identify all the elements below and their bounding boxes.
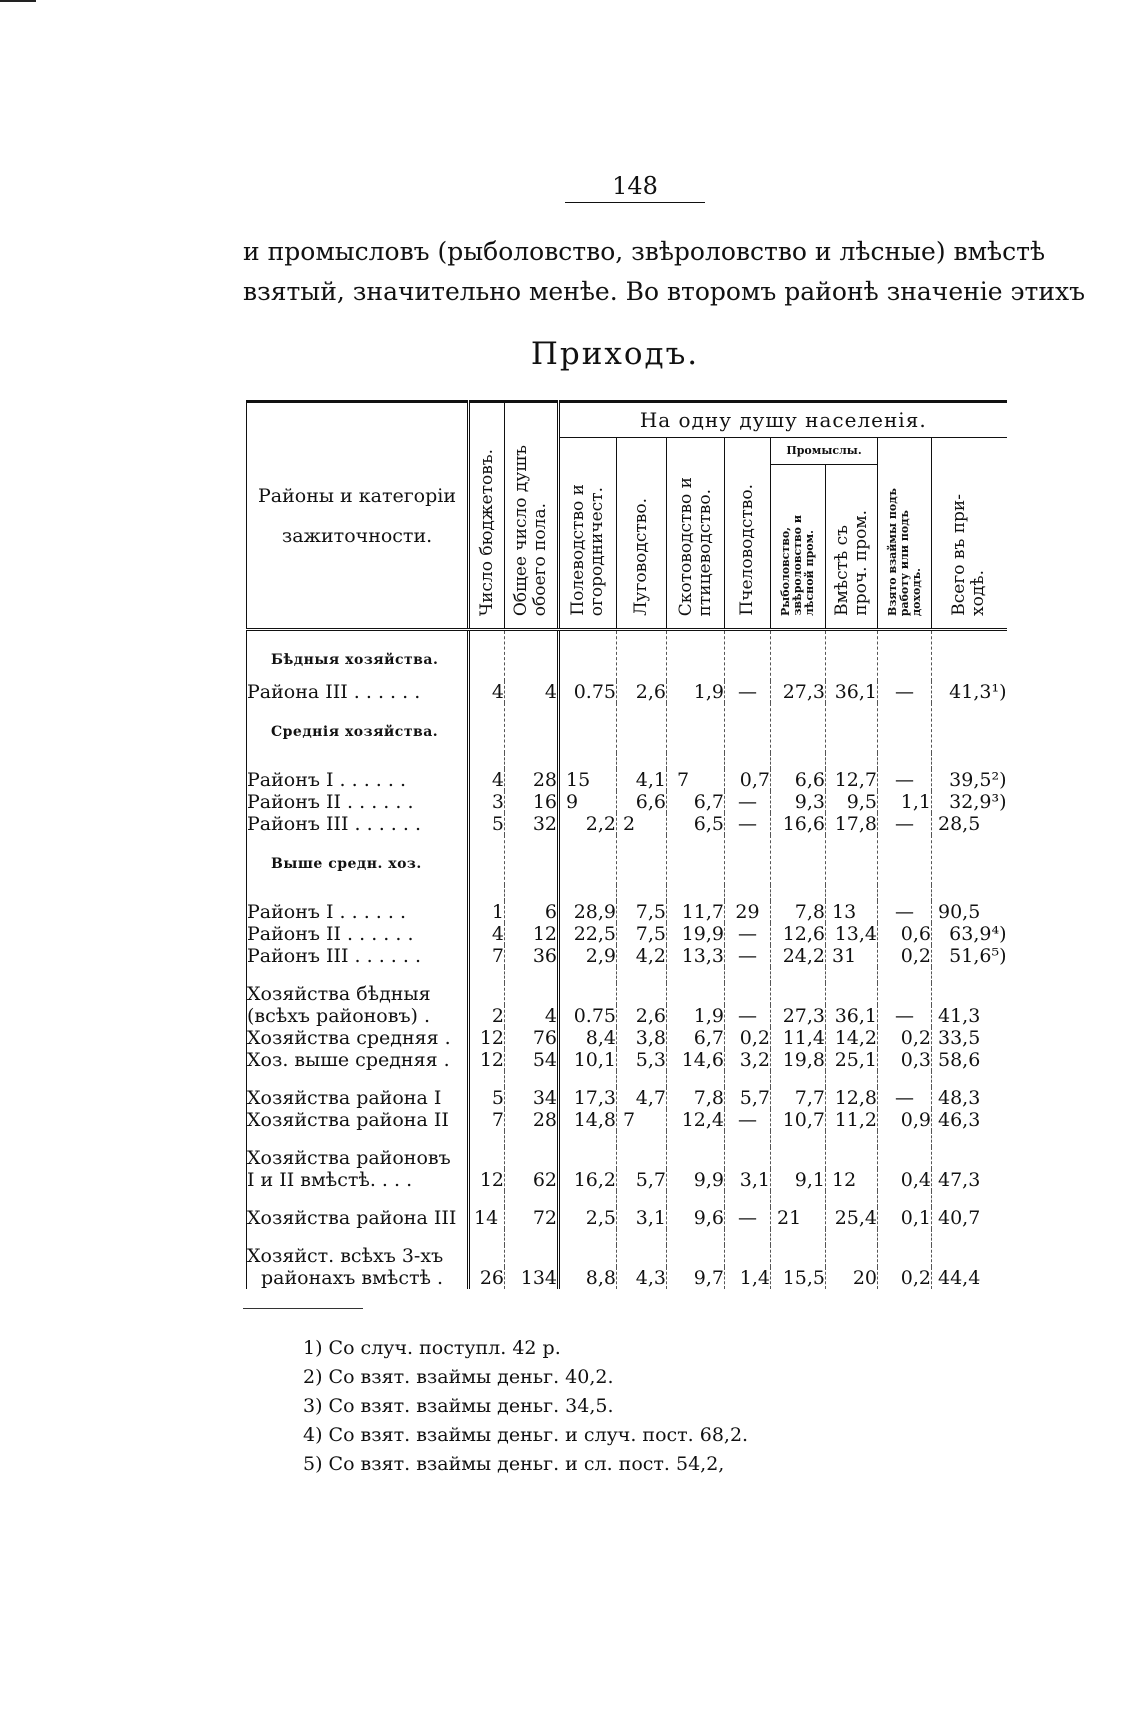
cell-bees: — bbox=[725, 813, 771, 835]
loans-header-line-1: Взято взаймы подъ bbox=[885, 488, 899, 616]
row-label: Районъ II . . . . . . bbox=[247, 923, 469, 945]
cell-field: 0.75 bbox=[559, 1005, 617, 1027]
cell-bees: 1,4 bbox=[725, 1267, 771, 1289]
table-row bbox=[247, 769, 1007, 791]
footnote-divider bbox=[243, 1308, 363, 1309]
table-row bbox=[247, 1267, 1007, 1289]
cell-souls: 62 bbox=[505, 1169, 559, 1191]
row-label: Районъ II . . . . . . bbox=[247, 791, 469, 813]
cell-fishing: 7,8 bbox=[771, 901, 826, 923]
cell-with-other: 25,4 bbox=[826, 1207, 878, 1229]
meadow-header bbox=[617, 438, 667, 629]
cell-loans: — bbox=[878, 1087, 932, 1109]
cell-with-other: 13,4 bbox=[826, 923, 878, 945]
cell-total: 58,6 bbox=[932, 1049, 1007, 1071]
table-row bbox=[247, 681, 1007, 703]
body-line-1: и промысловъ (рыболовство, звѣроловство и лѣсные) вмѣстѣ bbox=[243, 237, 1046, 266]
cell-field: 22,5 bbox=[559, 923, 617, 945]
cell-with-other: 12 bbox=[826, 1169, 878, 1191]
cell-loans: 0,3 bbox=[878, 1049, 932, 1071]
souls-header-line-1: Общее число душъ bbox=[511, 444, 531, 616]
cell-budgets: 26 bbox=[469, 1267, 505, 1289]
cell-cattle: 7 bbox=[667, 769, 725, 791]
row-label: Хозяйства средняя . bbox=[247, 1027, 469, 1049]
cell-field: 17,3 bbox=[559, 1087, 617, 1109]
row-label: Районъ I . . . . . . bbox=[247, 901, 469, 923]
cell-field: 16,2 bbox=[559, 1169, 617, 1191]
table-row bbox=[247, 1109, 1007, 1131]
cell-fishing: 16,6 bbox=[771, 813, 826, 835]
category-header-line-1: Районы и категоріи bbox=[258, 484, 456, 507]
cell-with-other: 12,7 bbox=[826, 769, 878, 791]
cell-fishing: 7,7 bbox=[771, 1087, 826, 1109]
field-header-line-2: огородничест. bbox=[587, 486, 607, 616]
cell-fishing: 10,7 bbox=[771, 1109, 826, 1131]
cell-loans: 0,6 bbox=[878, 923, 932, 945]
cell-souls: 54 bbox=[505, 1049, 559, 1071]
cell-budgets: 5 bbox=[469, 813, 505, 835]
with-other-header-line-2: проч. пром. bbox=[850, 510, 871, 616]
cell-field: 15 bbox=[559, 769, 617, 791]
loans-header-line-2: работу или подъ bbox=[897, 509, 911, 616]
cell-loans: 0,9 bbox=[878, 1109, 932, 1131]
cell-fishing: 19,8 bbox=[771, 1049, 826, 1071]
cell-souls: 16 bbox=[505, 791, 559, 813]
bees-header-text: Пчеловодство. bbox=[737, 484, 757, 616]
cell-meadow: 3,8 bbox=[617, 1027, 667, 1049]
table-row bbox=[247, 1169, 1007, 1191]
cell-bees: 0,2 bbox=[725, 1027, 771, 1049]
total-header-line-2: ходѣ. bbox=[968, 570, 989, 616]
trades-group-header: Промыслы. bbox=[771, 438, 878, 465]
table-row bbox=[247, 945, 1007, 967]
cell-cattle: 9,6 bbox=[667, 1207, 725, 1229]
row-label: Хозяйст. всѣхъ 3-хъ bbox=[247, 1245, 469, 1267]
cell-fishing: 21 bbox=[771, 1207, 826, 1229]
cell-meadow: 7,5 bbox=[617, 923, 667, 945]
table-row bbox=[247, 1005, 1007, 1027]
cell-total: 33,5 bbox=[932, 1027, 1007, 1049]
row-label: Районъ III . . . . . . bbox=[247, 945, 469, 967]
cell-field: 28,9 bbox=[559, 901, 617, 923]
cell-total: 44,4 bbox=[932, 1267, 1007, 1289]
cell-fishing: 15,5 bbox=[771, 1267, 826, 1289]
category-header bbox=[247, 402, 469, 629]
field-header-line-1: Полеводство и bbox=[568, 484, 588, 616]
row-label: районахъ вмѣстѣ . bbox=[247, 1267, 469, 1289]
cell-souls: 28 bbox=[505, 769, 559, 791]
table-row bbox=[247, 791, 1007, 813]
cell-bees: — bbox=[725, 1005, 771, 1027]
cell-loans: — bbox=[878, 681, 932, 703]
category-header-line-2: зажиточности. bbox=[281, 524, 433, 547]
cell-total: 47,3 bbox=[932, 1169, 1007, 1191]
footnote-2: 2) Со взят. взаймы деньг. 40,2. bbox=[303, 1366, 614, 1388]
table-row bbox=[247, 1087, 1007, 1109]
cell-cattle: 19,9 bbox=[667, 923, 725, 945]
cell-total: 32,9³) bbox=[932, 791, 1007, 813]
cell-loans: — bbox=[878, 901, 932, 923]
table-row bbox=[247, 1027, 1007, 1049]
budgets-header-text: Число бюджетовъ. bbox=[476, 448, 497, 616]
cell-budgets: 2 bbox=[469, 1005, 505, 1027]
table-row bbox=[247, 983, 1007, 1005]
cell-souls: 72 bbox=[505, 1207, 559, 1229]
total-header bbox=[932, 438, 1007, 629]
cell-total: 41,3 bbox=[932, 1005, 1007, 1027]
cell-meadow: 3,1 bbox=[617, 1207, 667, 1229]
cell-with-other: 36,1 bbox=[826, 1005, 878, 1027]
footnotes bbox=[303, 1334, 903, 1479]
income-table-container bbox=[246, 400, 1006, 1288]
cell-loans: 0,4 bbox=[878, 1169, 932, 1191]
cell-souls: 28 bbox=[505, 1109, 559, 1131]
budgets-header bbox=[469, 402, 505, 629]
cell-budgets: 7 bbox=[469, 1109, 505, 1131]
cell-meadow: 7,5 bbox=[617, 901, 667, 923]
cell-bees: — bbox=[725, 791, 771, 813]
table-row bbox=[247, 813, 1007, 835]
cell-with-other: 14,2 bbox=[826, 1027, 878, 1049]
cell-with-other: 11,2 bbox=[826, 1109, 878, 1131]
cell-souls: 36 bbox=[505, 945, 559, 967]
row-label: Хозяйства района II bbox=[247, 1109, 469, 1131]
cell-field: 2,2 bbox=[559, 813, 617, 835]
fishing-header-line-2: звѣроловство и bbox=[791, 515, 804, 616]
cell-fishing: 6,6 bbox=[771, 769, 826, 791]
cell-loans: 1,1 bbox=[878, 791, 932, 813]
cell-fishing: 11,4 bbox=[771, 1027, 826, 1049]
cell-field: 9 bbox=[559, 791, 617, 813]
cell-with-other: 36,1 bbox=[826, 681, 878, 703]
table-row bbox=[247, 923, 1007, 945]
cell-budgets: 14 bbox=[469, 1207, 505, 1229]
cell-loans: 0,1 bbox=[878, 1207, 932, 1229]
cell-field: 2,5 bbox=[559, 1207, 617, 1229]
footnote-5: 5) Со взят. взаймы деньг. и сл. пост. 54,2, bbox=[303, 1453, 725, 1475]
cell-cattle: 14,6 bbox=[667, 1049, 725, 1071]
with-other-header bbox=[826, 465, 878, 628]
souls-header-line-2: обоего пола. bbox=[530, 502, 550, 616]
cell-fishing: 27,3 bbox=[771, 681, 826, 703]
souls-header bbox=[505, 402, 559, 629]
table-row bbox=[247, 1245, 1007, 1267]
fishing-header bbox=[771, 465, 826, 628]
cell-meadow: 5,3 bbox=[617, 1049, 667, 1071]
cell-with-other: 31 bbox=[826, 945, 878, 967]
cell-cattle: 12,4 bbox=[667, 1109, 725, 1131]
cell-cattle: 6,7 bbox=[667, 791, 725, 813]
cell-souls: 12 bbox=[505, 923, 559, 945]
cell-with-other: 13 bbox=[826, 901, 878, 923]
row-label: Района III . . . . . . bbox=[247, 681, 469, 703]
cell-with-other: 20 bbox=[826, 1267, 878, 1289]
cell-budgets: 12 bbox=[469, 1027, 505, 1049]
cell-meadow: 2,6 bbox=[617, 681, 667, 703]
cell-souls: 4 bbox=[505, 681, 559, 703]
cell-with-other: 17,8 bbox=[826, 813, 878, 835]
cell-loans: 0,2 bbox=[878, 945, 932, 967]
per-capita-group-header: На одну душу населенія. bbox=[559, 402, 1007, 438]
cell-cattle: 6,7 bbox=[667, 1027, 725, 1049]
cell-field: 10,1 bbox=[559, 1049, 617, 1071]
cell-bees: 29 bbox=[725, 901, 771, 923]
row-label: Хоз. выше средняя . bbox=[247, 1049, 469, 1071]
scan-corner-mark bbox=[0, 0, 36, 8]
footnote-1: 1) Со случ. поступл. 42 р. bbox=[303, 1337, 561, 1359]
cattle-header bbox=[667, 438, 725, 629]
cell-total: 48,3 bbox=[932, 1087, 1007, 1109]
row-label: I и II вмѣстѣ. . . . bbox=[247, 1169, 469, 1191]
cell-cattle: 1,9 bbox=[667, 681, 725, 703]
cell-total: 41,3¹) bbox=[932, 681, 1007, 703]
row-label: Районъ III . . . . . . bbox=[247, 813, 469, 835]
cell-cattle: 11,7 bbox=[667, 901, 725, 923]
cell-total: 51,6⁵) bbox=[932, 945, 1007, 967]
cell-meadow: 4,7 bbox=[617, 1087, 667, 1109]
fishing-header-line-3: лѣсной пром. bbox=[803, 529, 816, 616]
cell-field: 14,8 bbox=[559, 1109, 617, 1131]
cell-field: 0.75 bbox=[559, 681, 617, 703]
row-label: Районъ I . . . . . . bbox=[247, 769, 469, 791]
cell-field: 8,8 bbox=[559, 1267, 617, 1289]
cell-meadow: 2,6 bbox=[617, 1005, 667, 1027]
section-label-poor: Бѣдныя хозяйства. bbox=[247, 630, 469, 682]
cell-loans: — bbox=[878, 1005, 932, 1027]
cell-bees: 5,7 bbox=[725, 1087, 771, 1109]
cell-total: 90,5 bbox=[932, 901, 1007, 923]
cell-meadow: 4,2 bbox=[617, 945, 667, 967]
cell-souls: 76 bbox=[505, 1027, 559, 1049]
footnote-3: 3) Со взят. взаймы деньг. 34,5. bbox=[303, 1395, 614, 1417]
cell-budgets: 1 bbox=[469, 901, 505, 923]
cell-with-other: 25,1 bbox=[826, 1049, 878, 1071]
meadow-header-text: Луговодство. bbox=[631, 498, 651, 616]
cell-field: 8,4 bbox=[559, 1027, 617, 1049]
table-row bbox=[247, 901, 1007, 923]
cell-total: 40,7 bbox=[932, 1207, 1007, 1229]
cell-field: 2,9 bbox=[559, 945, 617, 967]
cell-bees: 3,2 bbox=[725, 1049, 771, 1071]
page-number: 148 bbox=[565, 172, 705, 203]
cell-souls: 6 bbox=[505, 901, 559, 923]
cell-total: 63,9⁴) bbox=[932, 923, 1007, 945]
section-label-middle: Среднія хозяйства. bbox=[247, 703, 469, 753]
cell-budgets: 4 bbox=[469, 681, 505, 703]
section-title: Приходъ. bbox=[530, 336, 700, 372]
cell-cattle: 13,3 bbox=[667, 945, 725, 967]
cell-loans: 0,2 bbox=[878, 1027, 932, 1049]
cell-budgets: 7 bbox=[469, 945, 505, 967]
cell-budgets: 12 bbox=[469, 1169, 505, 1191]
cell-fishing: 12,6 bbox=[771, 923, 826, 945]
cell-souls: 32 bbox=[505, 813, 559, 835]
row-label: (всѣхъ районовъ) . bbox=[247, 1005, 469, 1027]
cell-loans: — bbox=[878, 813, 932, 835]
cell-cattle: 1,9 bbox=[667, 1005, 725, 1027]
cell-souls: 4 bbox=[505, 1005, 559, 1027]
cell-cattle: 9,9 bbox=[667, 1169, 725, 1191]
cell-fishing: 27,3 bbox=[771, 1005, 826, 1027]
row-label: Хозяйства бѣдныя bbox=[247, 983, 469, 1005]
cell-fishing: 9,1 bbox=[771, 1169, 826, 1191]
with-other-header-line-1: Вмѣстѣ съ bbox=[831, 525, 852, 616]
cell-with-other: 9,5 bbox=[826, 791, 878, 813]
row-label: Хозяйства районовъ bbox=[247, 1147, 469, 1169]
body-line-2: взятый, значительно менѣе. Во второмъ районѣ значеніе этихъ bbox=[243, 277, 1086, 306]
section-label-above: Выше средн. хоз. bbox=[247, 835, 469, 885]
cell-cattle: 7,8 bbox=[667, 1087, 725, 1109]
cell-budgets: 3 bbox=[469, 791, 505, 813]
total-header-line-1: Всего въ при- bbox=[949, 494, 970, 616]
cell-with-other: 12,8 bbox=[826, 1087, 878, 1109]
cell-meadow: 6,6 bbox=[617, 791, 667, 813]
cell-bees: — bbox=[725, 1207, 771, 1229]
table-row bbox=[247, 1049, 1007, 1071]
cell-bees: — bbox=[725, 681, 771, 703]
cell-fishing: 9,3 bbox=[771, 791, 826, 813]
cell-bees: 3,1 bbox=[725, 1169, 771, 1191]
cell-budgets: 4 bbox=[469, 923, 505, 945]
bees-header bbox=[725, 438, 771, 629]
cell-meadow: 4,3 bbox=[617, 1267, 667, 1289]
income-table bbox=[246, 400, 1007, 1289]
cell-total: 28,5 bbox=[932, 813, 1007, 835]
cell-meadow: 2 bbox=[617, 813, 667, 835]
loans-header bbox=[878, 438, 932, 629]
cell-bees: 0,7 bbox=[725, 769, 771, 791]
cell-meadow: 7 bbox=[617, 1109, 667, 1131]
cell-total: 46,3 bbox=[932, 1109, 1007, 1131]
cell-souls: 134 bbox=[505, 1267, 559, 1289]
body-paragraph bbox=[243, 232, 1086, 312]
cell-bees: — bbox=[725, 945, 771, 967]
loans-header-line-3: доходъ. bbox=[909, 567, 923, 616]
cell-loans: 0,2 bbox=[878, 1267, 932, 1289]
cell-cattle: 6,5 bbox=[667, 813, 725, 835]
table-row bbox=[247, 1147, 1007, 1169]
cell-cattle: 9,7 bbox=[667, 1267, 725, 1289]
fishing-header-line-1: Рыболовство, bbox=[779, 526, 792, 616]
cell-budgets: 5 bbox=[469, 1087, 505, 1109]
table-row bbox=[247, 1207, 1007, 1229]
cell-loans: — bbox=[878, 769, 932, 791]
cattle-header-line-1: Скотоводство и bbox=[675, 476, 696, 616]
row-label: Хозяйства района III bbox=[247, 1207, 469, 1229]
cell-total: 39,5²) bbox=[932, 769, 1007, 791]
cell-budgets: 4 bbox=[469, 769, 505, 791]
cattle-header-line-2: птицеводство. bbox=[694, 488, 715, 616]
cell-fishing: 24,2 bbox=[771, 945, 826, 967]
footnote-4: 4) Со взят. взаймы деньг. и случ. пост. 68,2. bbox=[303, 1424, 749, 1446]
row-label: Хозяйства района I bbox=[247, 1087, 469, 1109]
cell-budgets: 12 bbox=[469, 1049, 505, 1071]
cell-souls: 34 bbox=[505, 1087, 559, 1109]
cell-meadow: 5,7 bbox=[617, 1169, 667, 1191]
cell-bees: — bbox=[725, 923, 771, 945]
cell-meadow: 4,1 bbox=[617, 769, 667, 791]
cell-bees: — bbox=[725, 1109, 771, 1131]
field-header bbox=[559, 438, 617, 629]
